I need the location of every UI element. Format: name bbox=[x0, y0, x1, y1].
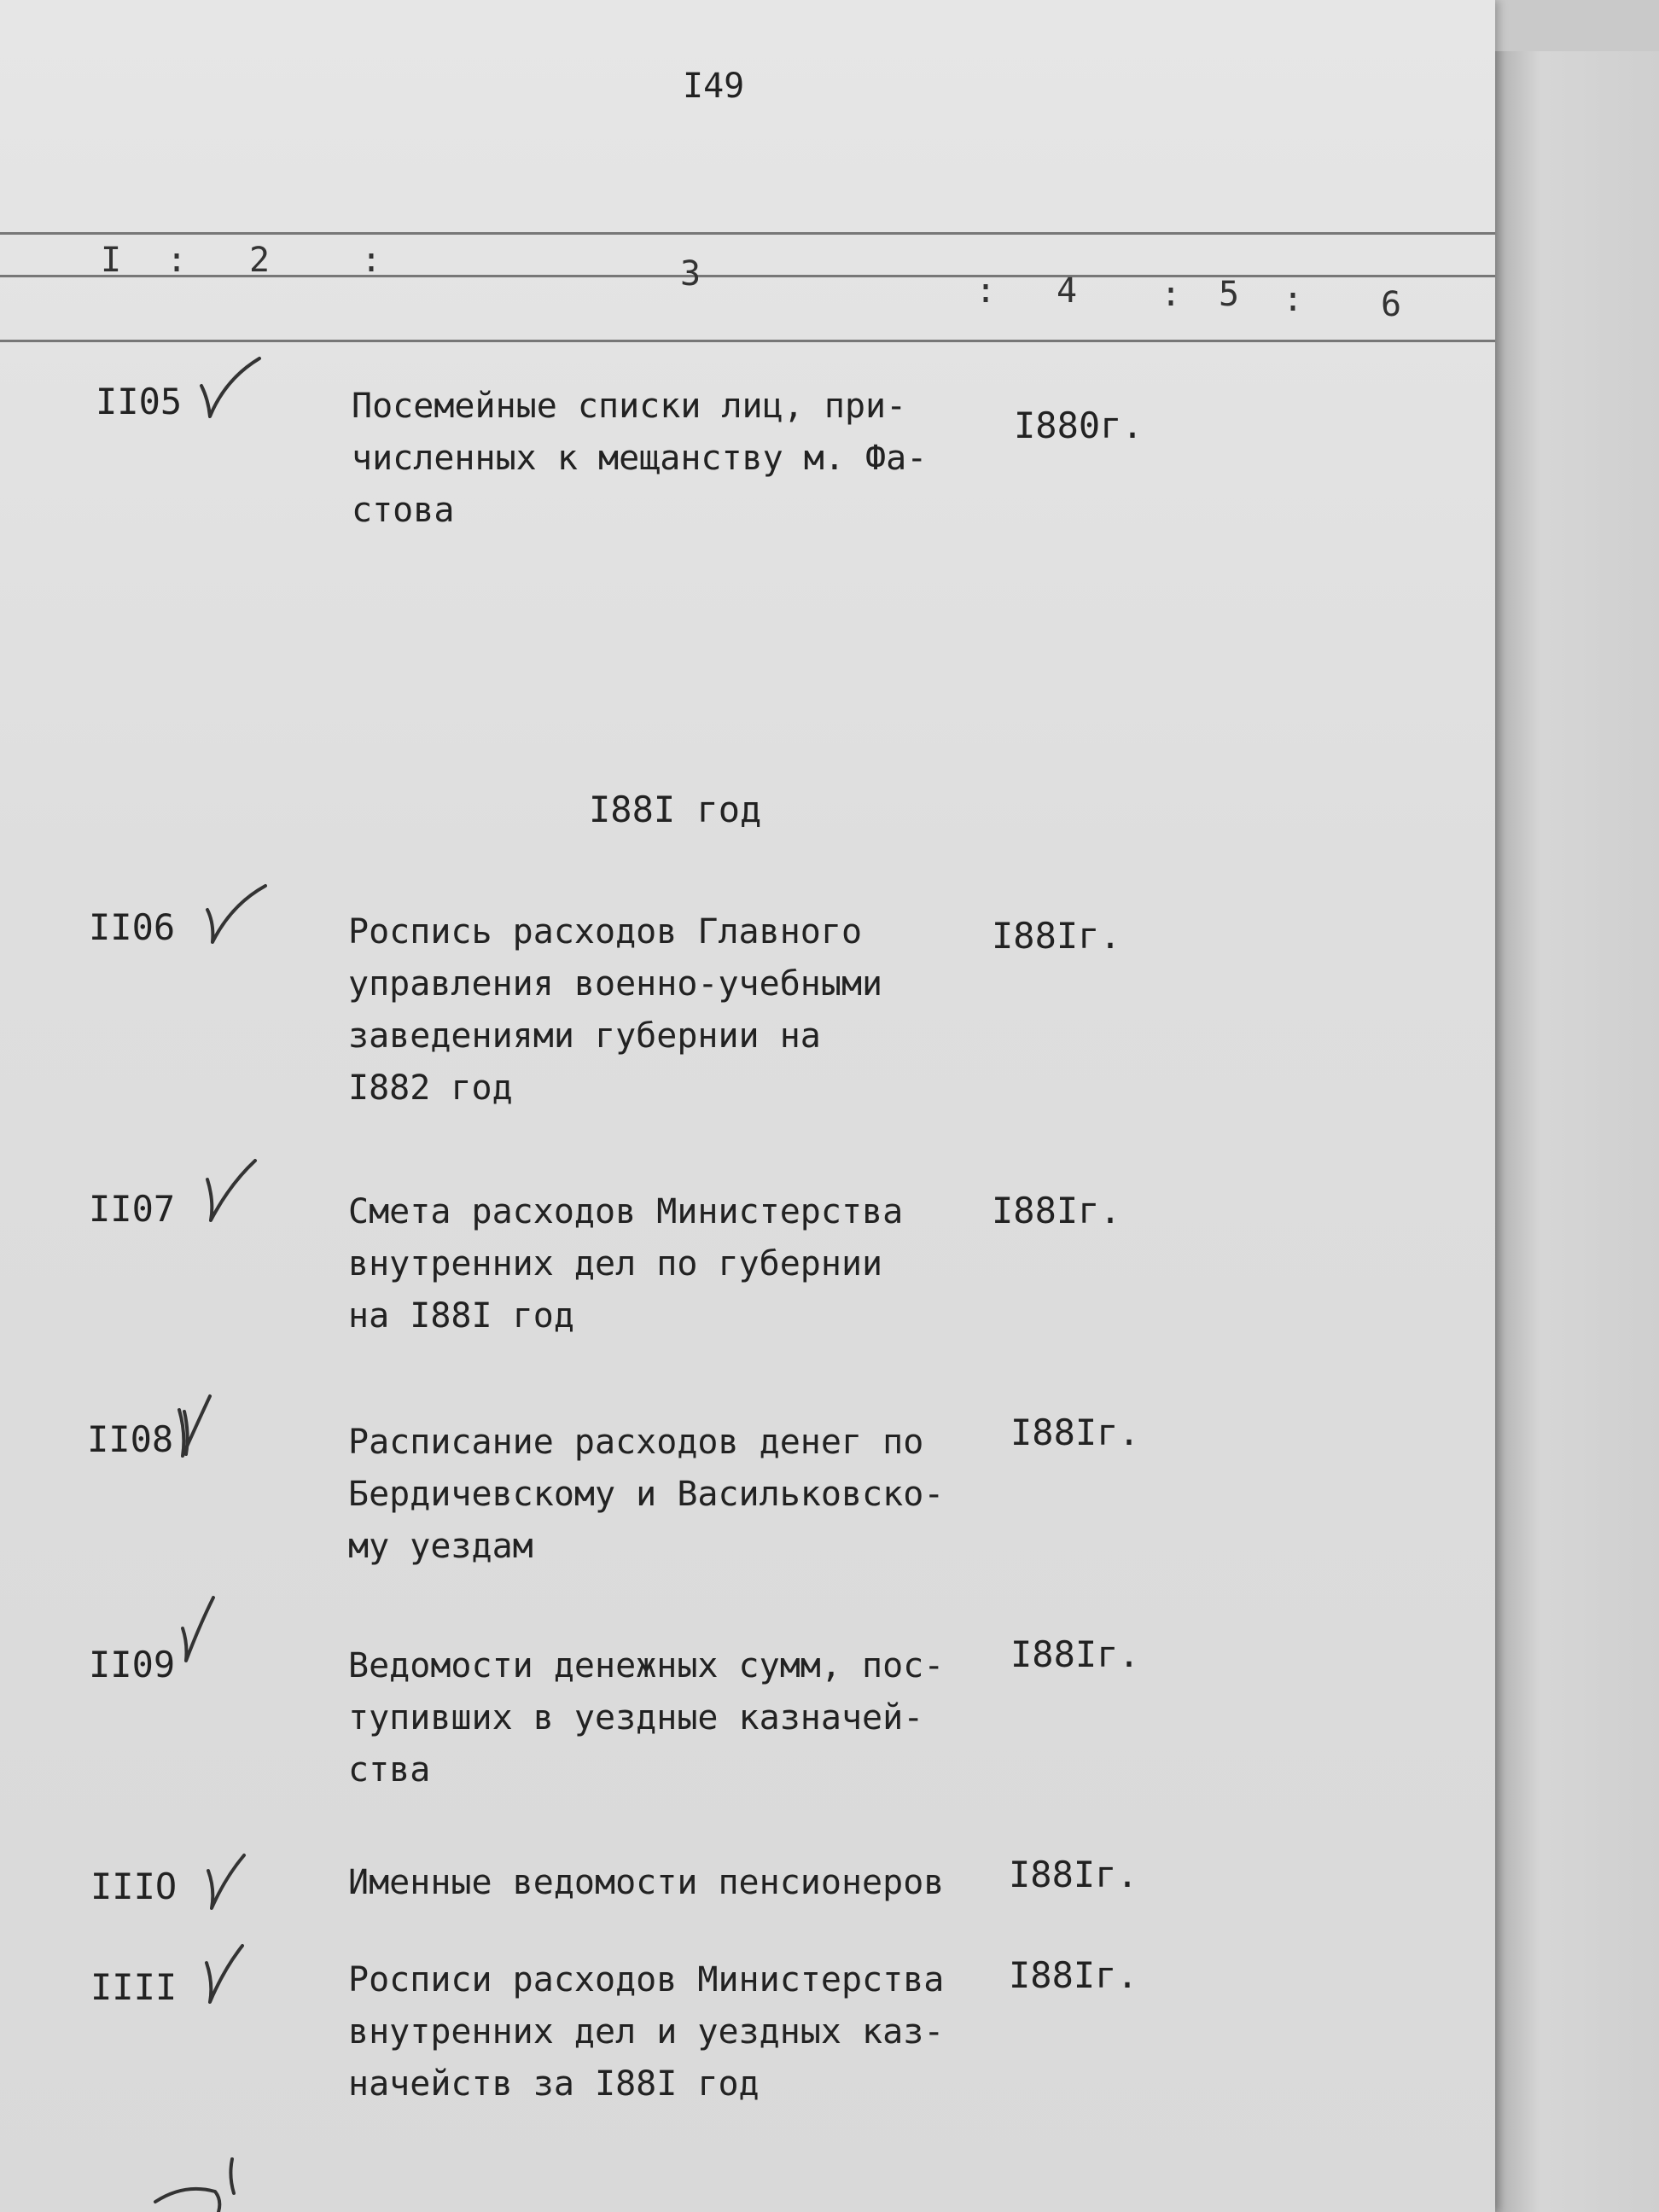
entry-date: I88Iг. bbox=[1010, 1633, 1140, 1675]
column-header-separator: : bbox=[1283, 280, 1304, 319]
entry-description: Роспись расходов Главного управления военно-учебными заведениями губернии на I882 год bbox=[348, 912, 883, 1108]
entry-description: Ведомости денежных сумм, пос- тупивших в уездные казначей- ства bbox=[348, 1646, 945, 1790]
check-mark-icon bbox=[196, 352, 265, 420]
header-rule-bottom bbox=[0, 340, 1495, 342]
header-rule-top bbox=[0, 232, 1495, 235]
entry-description: Смета расходов Министерства внутренних дел по губернии на I88I год bbox=[348, 1192, 904, 1336]
column-header-5: 5 bbox=[1219, 275, 1240, 314]
adjacent-page-edge bbox=[1489, 51, 1659, 2212]
entry-number: II08 bbox=[87, 1418, 174, 1460]
page-number: I49 bbox=[683, 67, 745, 106]
year-heading: I88I год bbox=[589, 789, 762, 830]
entry-description: Именные ведомости пенсионеров bbox=[348, 1863, 945, 1902]
entry-date: I88Iг. bbox=[992, 1190, 1121, 1231]
column-header-1: I bbox=[101, 241, 122, 280]
check-mark-icon bbox=[200, 1847, 268, 1915]
check-mark-icon bbox=[150, 2151, 244, 2212]
check-mark-icon bbox=[169, 1391, 237, 1459]
column-header-separator: : bbox=[1161, 275, 1182, 314]
entry-date: I88Iг. bbox=[1009, 1854, 1138, 1895]
entry-number: II07 bbox=[89, 1188, 176, 1230]
column-header-separator: : bbox=[166, 241, 188, 280]
entry-date: I880г. bbox=[1014, 405, 1144, 446]
entry-description: Росписи расходов Министерства внутренних дел и уездных каз- начейств за I88I год bbox=[348, 1960, 945, 2104]
column-header-3: 3 bbox=[680, 254, 701, 294]
entry-number: II05 bbox=[96, 381, 183, 422]
column-header-separator: : bbox=[975, 271, 997, 311]
entry-date: I88Iг. bbox=[1010, 1412, 1140, 1453]
entry-date: I88Iг. bbox=[1009, 1954, 1138, 1996]
check-mark-icon bbox=[198, 1937, 266, 2005]
entry-number: IIIO bbox=[90, 1866, 178, 1907]
check-mark-icon bbox=[201, 877, 269, 946]
entry-date: I88Iг. bbox=[992, 915, 1121, 957]
check-mark-icon bbox=[171, 1594, 239, 1662]
entry-description: Расписание расходов денег по Бердичевскому и Васильковско- му уездам bbox=[348, 1423, 945, 1566]
header-rule-middle bbox=[0, 275, 1495, 277]
column-header-2: 2 bbox=[249, 241, 271, 280]
entry-number: II09 bbox=[89, 1644, 176, 1685]
column-header-6: 6 bbox=[1381, 285, 1402, 324]
entry-number: II06 bbox=[89, 906, 176, 948]
column-header-separator: : bbox=[361, 241, 382, 280]
column-header-4: 4 bbox=[1057, 271, 1078, 311]
entry-description: Посемейные списки лиц, при- численных к мещанству м. Фа- стова bbox=[352, 387, 928, 530]
check-mark-icon bbox=[199, 1154, 267, 1222]
entry-number: IIII bbox=[90, 1966, 178, 2008]
